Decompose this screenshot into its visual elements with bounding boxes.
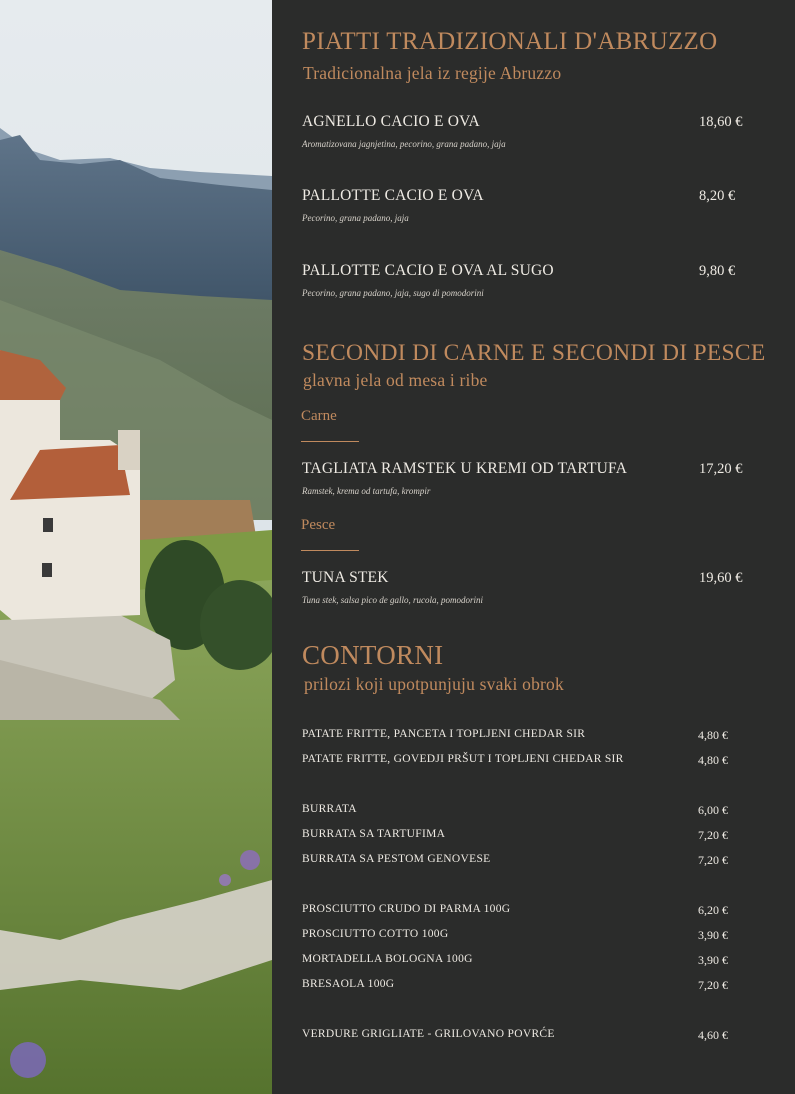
dish-name: PALLOTTE CACIO E OVA AL SUGO (302, 262, 554, 279)
side-dish-name: PATATE FRITTE, PANCETA I TOPLJENI CHEDAR SIR (302, 728, 586, 740)
pesce-divider (301, 550, 359, 551)
dish-description: Tuna stek, salsa pico de gallo, rucola, pomodorini (302, 595, 483, 605)
side-dish-name: MORTADELLA BOLOGNA 100G (302, 953, 473, 965)
dish-name: TUNA STEK (302, 569, 389, 586)
dish-price: 9,80 € (699, 263, 736, 279)
contorni-section-subtitle: prilozi koji upotpunjuju svaki obrok (304, 674, 564, 694)
landscape-photo (0, 0, 272, 1094)
menu-panel (272, 0, 795, 1094)
dish-description: Aromatizovana jagnjetina, pecorino, grana padano, jaja (302, 139, 506, 149)
side-dish-name: PROSCIUTTO COTTO 100G (302, 928, 449, 940)
side-dish-name: BURRATA SA PESTOM GENOVESE (302, 853, 491, 865)
side-dish-name: VERDURE GRIGLIATE - GRILOVANO POVRĆE (302, 1028, 555, 1040)
side-dish-name: BRESAOLA 100G (302, 978, 395, 990)
dish-price: 18,60 € (699, 114, 743, 130)
dish-name: PALLOTTE CACIO E OVA (302, 187, 484, 204)
side-dish-price: 6,20 € (698, 903, 728, 917)
dish-price: 19,60 € (699, 570, 743, 586)
dish-price: 8,20 € (699, 188, 736, 204)
dish-description: Pecorino, grana padano, jaja (302, 213, 409, 223)
abruzzo-section-subtitle: Tradicionalna jela iz regije Abruzzo (303, 63, 562, 83)
abruzzo-section-title: PIATTI TRADIZIONALI D'ABRUZZO (302, 28, 718, 55)
side-dish-price: 3,90 € (698, 953, 728, 967)
dish-name: AGNELLO CACIO E OVA (302, 113, 480, 130)
side-dish-price: 7,20 € (698, 978, 728, 992)
side-dish-name: PATATE FRITTE, GOVEDJI PRŠUT I TOPLJENI CHEDAR SIR (302, 753, 624, 765)
dish-description: Ramstek, krema od tartufa, krompir (302, 486, 431, 496)
contorni-section-title: CONTORNI (302, 640, 444, 670)
pesce-category-label: Pesce (301, 517, 336, 533)
side-dish-name: BURRATA (302, 803, 357, 815)
dish-description: Pecorino, grana padano, jaja, sugo di pomodorini (302, 288, 484, 298)
side-dish-price: 6,00 € (698, 803, 728, 817)
dish-name: TAGLIATA RAMSTEK U KREMI OD TARTUFA (302, 460, 628, 477)
carne-category-label: Carne (301, 408, 337, 424)
secondi-section-subtitle: glavna jela od mesa i ribe (303, 370, 488, 390)
carne-divider (301, 441, 359, 442)
side-dish-price: 4,80 € (698, 728, 728, 742)
dish-price: 17,20 € (699, 461, 743, 477)
side-dish-price: 4,80 € (698, 753, 728, 767)
abruzzo-church-landscape-image (0, 0, 272, 1094)
side-dish-name: PROSCIUTTO CRUDO DI PARMA 100G (302, 903, 511, 915)
side-dish-price: 4,60 € (698, 1028, 728, 1042)
side-dish-price: 3,90 € (698, 928, 728, 942)
side-dish-price: 7,20 € (698, 828, 728, 842)
side-dish-price: 7,20 € (698, 853, 728, 867)
secondi-section-title: SECONDI DI CARNE E SECONDI DI PESCE (302, 340, 766, 366)
side-dish-name: BURRATA SA TARTUFIMA (302, 828, 446, 840)
